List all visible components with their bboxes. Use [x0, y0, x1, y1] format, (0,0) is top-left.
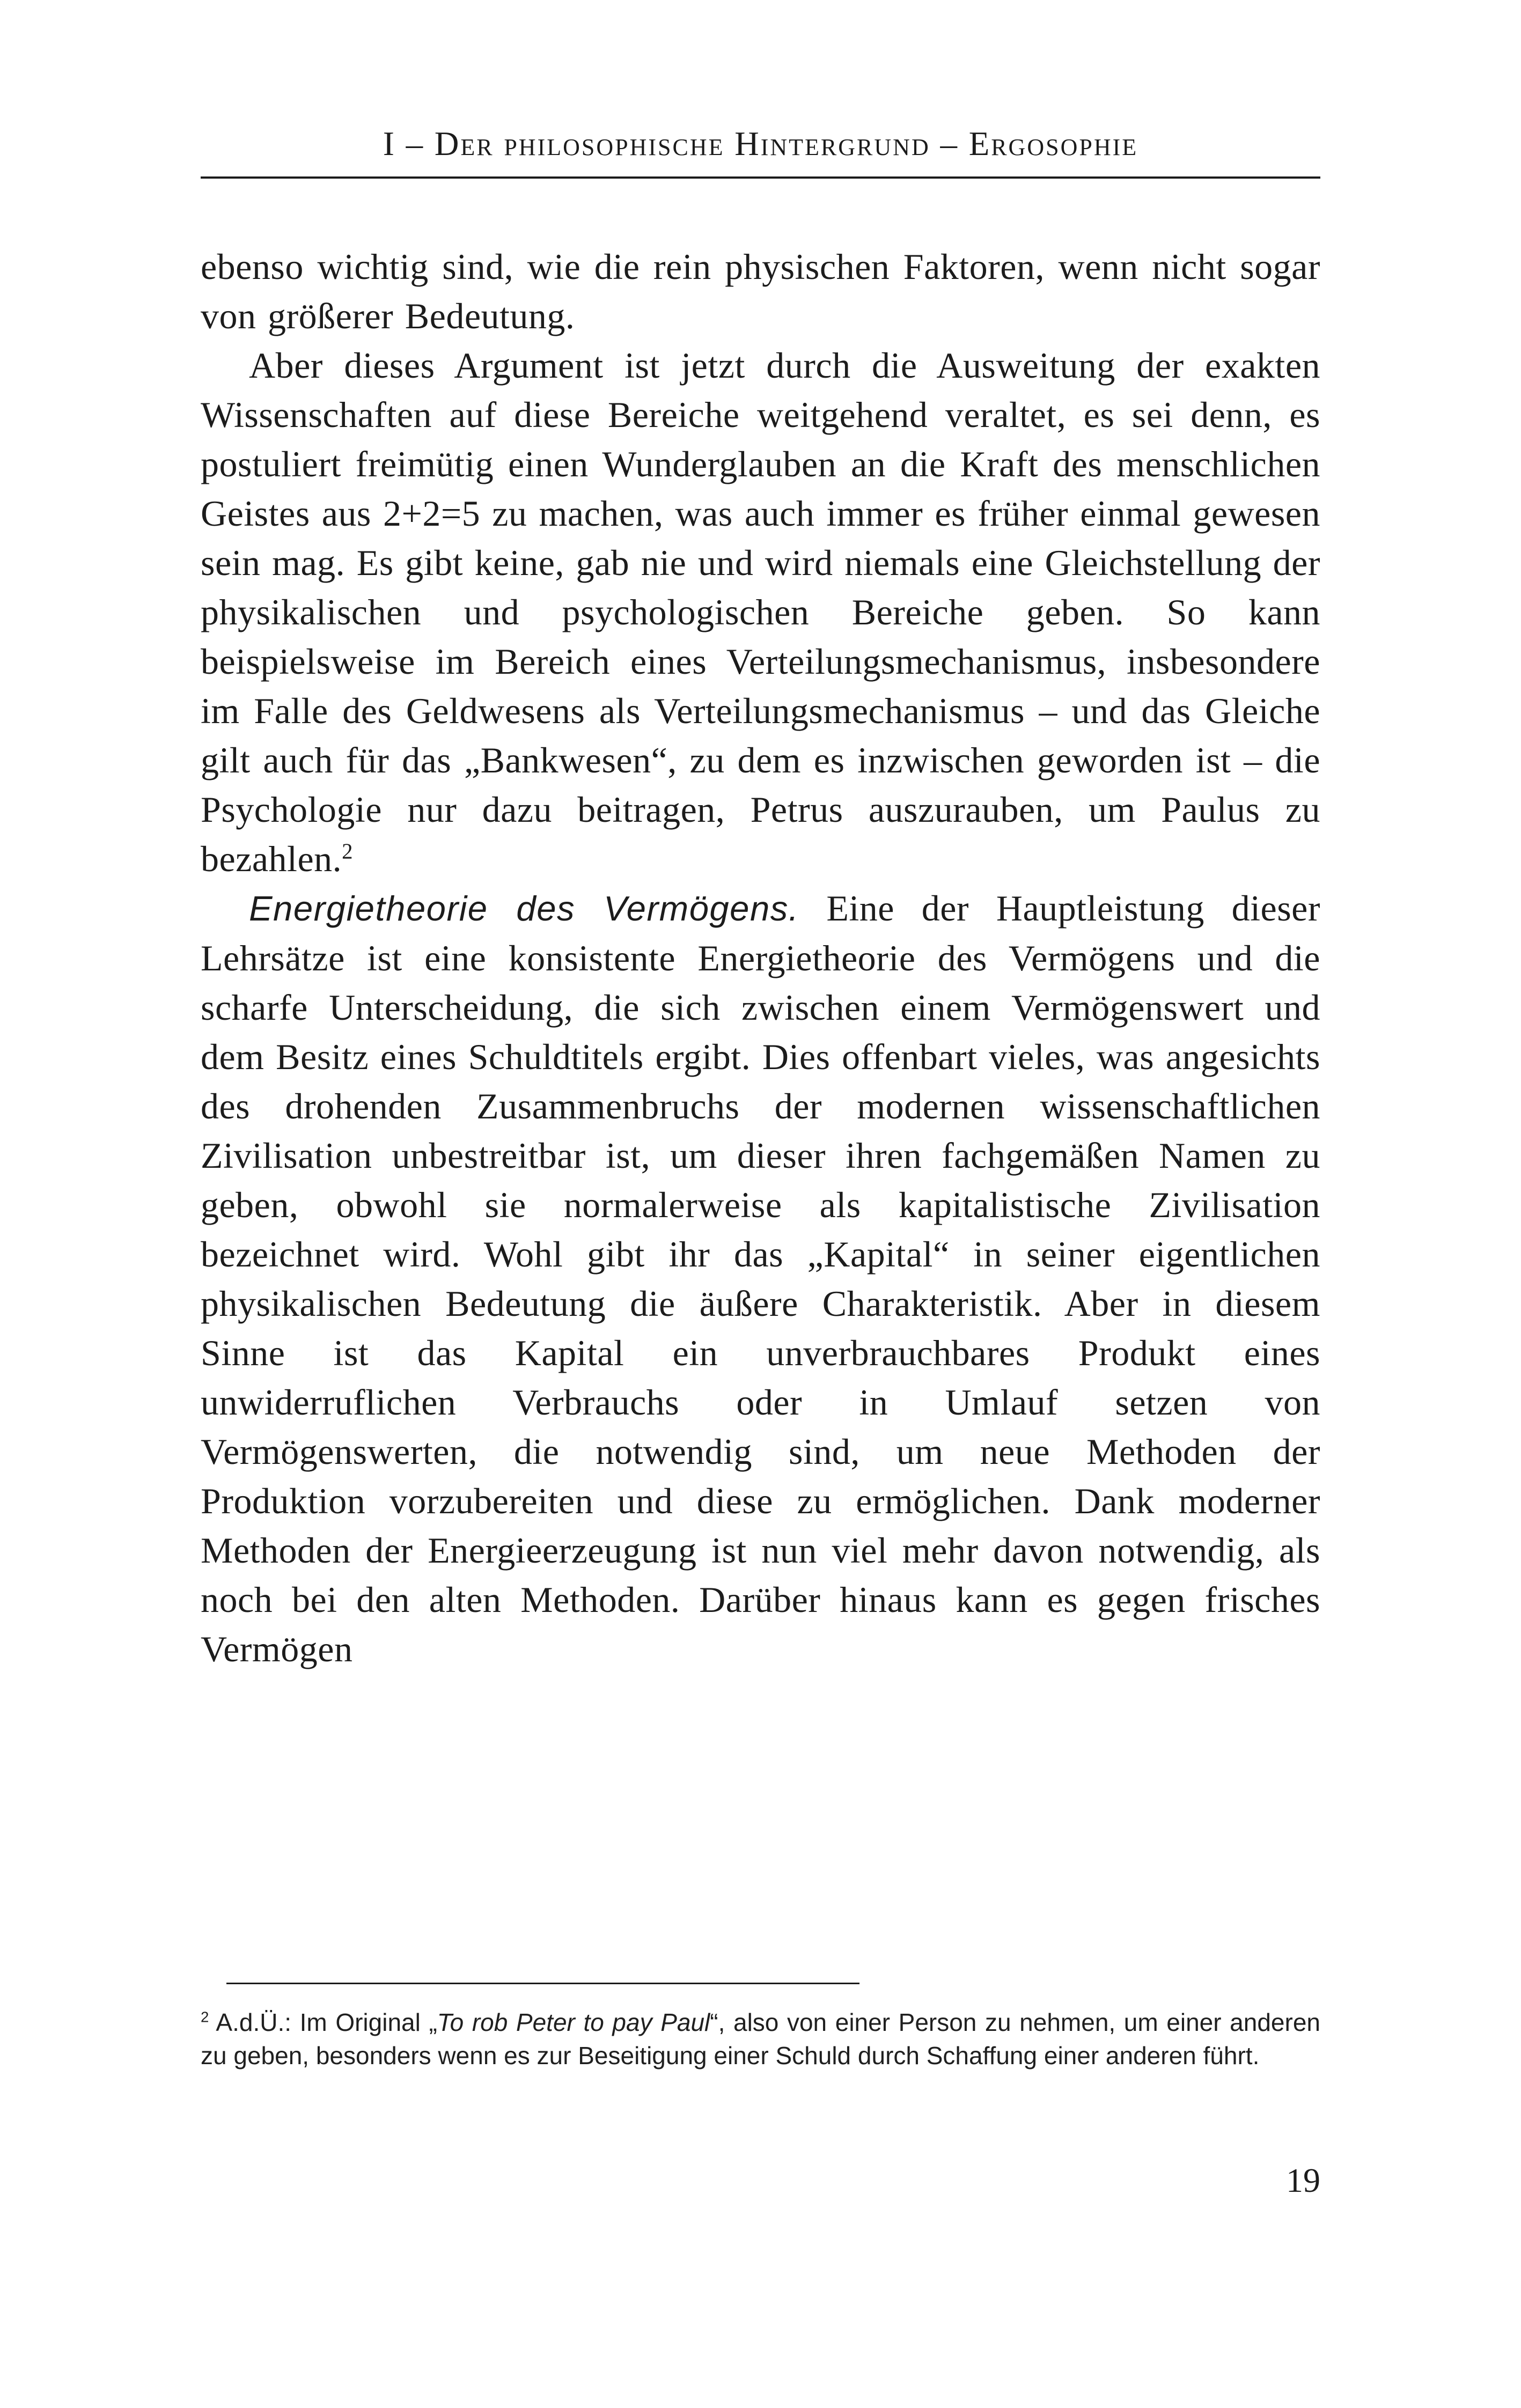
- footnote-reference-marker: 2: [342, 839, 354, 864]
- paragraph: [201, 242, 1320, 341]
- footnote: [201, 2006, 1320, 2072]
- footnote-text: “, also von einer Person zu nehmen, um einer anderen zu geben, besonders wenn es zur Beseitigung einer Schuld durch Schaffung einer anderen führt.: [201, 2008, 1320, 2070]
- paragraph-text: Eine der Hauptleistung dieser Lehrsätze ist eine konsistente Energietheorie des Vermögens und die scharfe Unterscheidung, die sich zwischen einem Vermögenswert und dem Besitz eines Schuldtitels ergibt. Dies offenbart vieles, was angesichts des drohenden Zusammenbruchs der modernen wissenschaftlichen Zivilisation unbestreitbar ist, um dieser ihren fachgemäßen Namen zu geben, obwohl sie normalerweise als kapitalistische Zivilisation bezeichnet wird. Wohl gibt ihr das „Kapital“ in seiner eigentlichen physikalischen Bedeutung die äußere Charakteristik. Aber in diesem Sinne ist das Kapital ein unverbrauchbares Produkt eines unwiderruflichen Verbrauchs oder in Umlauf setzen von Vermögenswerten, die notwendig sind, um neue Methoden der Produktion vorzubereiten und diese zu ermöglichen. Dank moderner Methoden der Energieerzeugung ist nun viel mehr davon notwendig, als noch bei den alten Methoden. Darüber hinaus kann es gegen frisches Vermögen: [201, 888, 1320, 1669]
- page-number: 19: [1286, 2161, 1320, 2199]
- footnote-separator: [226, 1983, 859, 1984]
- paragraph: [201, 883, 1320, 1674]
- running-header: I – Der philosophische Hintergrund – Ergosophie: [201, 124, 1320, 179]
- paragraph-text: ebenso wichtig sind, wie die rein physischen Faktoren, wenn nicht sogar von größerer Bedeutung.: [201, 246, 1320, 336]
- footnote-text: A.d.Ü.: Im Original „: [209, 2008, 437, 2036]
- body-text: [201, 242, 1320, 1674]
- footnote-block: [201, 1978, 1320, 2072]
- footnote-marker: 2: [201, 2008, 209, 2026]
- footnote-italic-phrase: To rob Peter to pay Paul: [437, 2008, 710, 2036]
- paragraph: [201, 341, 1320, 883]
- paragraph-lead-italic: Energietheorie des Vermögens.: [249, 889, 799, 928]
- paragraph-text: Aber dieses Argument ist jetzt durch die Ausweitung der exakten Wissenschaften auf diese Bereiche weitgehend veraltet, es sei denn, es postuliert freimütig einen Wunderglauben an die Kraft des menschlichen Geistes aus 2+2=5 zu machen, was auch immer es früher einmal gewesen sein mag. Es gibt keine, gab nie und wird niemals eine Gleichstellung der physikalischen und psychologischen Bereiche geben. So kann beispielsweise im Bereich eines Verteilungsmechanismus, insbesondere im Falle des Geldwesens als Verteilungsmechanismus – und das Gleiche gilt auch für das „Bankwesen“, zu dem es inzwischen geworden ist – die Psychologie nur dazu beitragen, Petrus auszurauben, um Paulus zu bezahlen.: [201, 345, 1320, 879]
